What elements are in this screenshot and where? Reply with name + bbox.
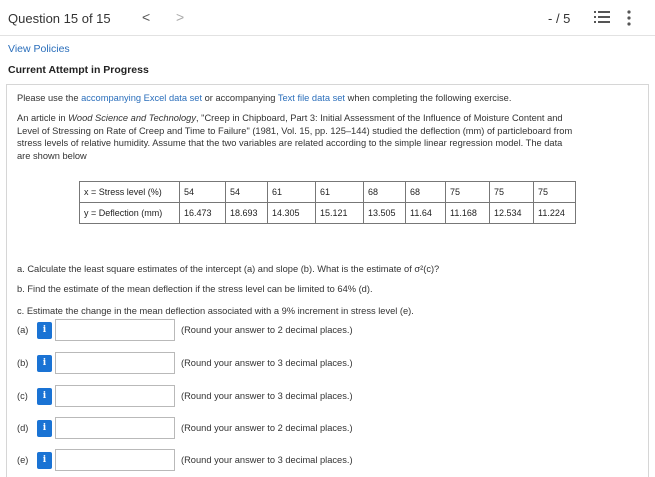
x-cell: 54: [180, 182, 226, 203]
y-cell: 16.473: [180, 203, 226, 224]
data-table: [79, 181, 576, 224]
list-icon[interactable]: [594, 10, 610, 24]
info-icon[interactable]: i: [37, 355, 52, 372]
intro-text: are shown below: [17, 150, 87, 161]
y-cell: 11.224: [534, 203, 576, 224]
answer-label-e: (e): [17, 455, 29, 465]
hint-a: (Round your answer to 2 decimal places.): [181, 325, 353, 335]
x-header: x = Stress level (%): [80, 182, 180, 203]
y-cell: 15.121: [316, 203, 364, 224]
answer-input-b[interactable]: [55, 352, 175, 374]
x-cell: 75: [490, 182, 534, 203]
answer-input-a[interactable]: [55, 319, 175, 341]
answer-label-a: (a): [17, 325, 29, 335]
answer-label-d: (d): [17, 423, 29, 433]
excel-data-link[interactable]: accompanying Excel data set: [81, 93, 203, 103]
intro-text: An article in: [17, 113, 69, 123]
question-counter: Question 15 of 15: [8, 11, 111, 26]
y-cell: 11.168: [446, 203, 490, 224]
info-icon[interactable]: i: [37, 420, 52, 437]
x-cell: 75: [446, 182, 490, 203]
intro-text: Level of Stressing on Rate of Creep and Time to Failure" (1981, Vol. 15, pp. 125–144) studied the deflection (mm) of particleboard from: [17, 125, 573, 136]
question-c-text: c. Estimate the change in the mean deflection associated with a 9% increment in stress level (e).: [17, 306, 414, 316]
question-b-text: b. Find the estimate of the mean deflection if the stress level can be limited to 64% (d).: [17, 284, 373, 294]
info-icon[interactable]: i: [37, 322, 52, 339]
current-attempt-label: Current Attempt in Progress: [8, 64, 149, 76]
previous-question-button[interactable]: <: [142, 9, 151, 25]
intro-paragraph-2: [17, 112, 572, 162]
intro-text: Please use the: [17, 93, 82, 103]
intro-text: or accompanying: [202, 93, 278, 103]
y-cell: 14.305: [268, 203, 316, 224]
y-header: y = Deflection (mm): [80, 203, 180, 224]
question-a-text: a. Calculate the least square estimates of the intercept (a) and slope (b). What is the estimate of σ²(c)?: [17, 264, 440, 274]
top-bar: [0, 0, 655, 36]
intro-text: , "Creep in Chipboard, Part 3: Initial Assessment of the Influence of Moisture Content and: [196, 113, 563, 123]
intro-text: when completing the following exercise.: [345, 93, 512, 103]
x-cell: 61: [268, 182, 316, 203]
hint-e: (Round your answer to 3 decimal places.): [181, 455, 353, 465]
y-cell: 18.693: [226, 203, 268, 224]
x-cell: 68: [364, 182, 406, 203]
answer-input-e[interactable]: [55, 449, 175, 471]
x-cell: 54: [226, 182, 268, 203]
x-cell: 68: [406, 182, 446, 203]
x-cell: 61: [316, 182, 364, 203]
y-cell: 11.64: [406, 203, 446, 224]
x-cell: 75: [534, 182, 576, 203]
more-vertical-icon[interactable]: [626, 9, 632, 27]
intro-paragraph-1: [17, 92, 511, 105]
intro-text: stress levels of relative humidity. Assume that the two variables are related according to the simple linear regression model. The data: [17, 138, 563, 148]
journal-name: Wood Science and Technology: [68, 113, 196, 123]
answer-input-d[interactable]: [55, 417, 175, 439]
info-icon[interactable]: i: [37, 388, 52, 405]
table-row-x: [80, 182, 576, 203]
table-row-y: [80, 203, 576, 224]
view-policies-link[interactable]: View Policies: [8, 43, 70, 55]
score-display: - / 5: [548, 11, 571, 26]
next-question-button[interactable]: >: [176, 9, 185, 25]
hint-b: (Round your answer to 3 decimal places.): [181, 358, 353, 368]
info-icon[interactable]: i: [37, 452, 52, 469]
hint-c: (Round your answer to 3 decimal places.): [181, 391, 353, 401]
hint-d: (Round your answer to 2 decimal places.): [181, 423, 353, 433]
answer-input-c[interactable]: [55, 385, 175, 407]
question-card: [6, 84, 649, 477]
answer-label-c: (c): [17, 391, 28, 401]
answer-label-b: (b): [17, 358, 29, 368]
text-file-data-link[interactable]: Text file data set: [277, 93, 346, 103]
y-cell: 13.505: [364, 203, 406, 224]
y-cell: 12.534: [490, 203, 534, 224]
